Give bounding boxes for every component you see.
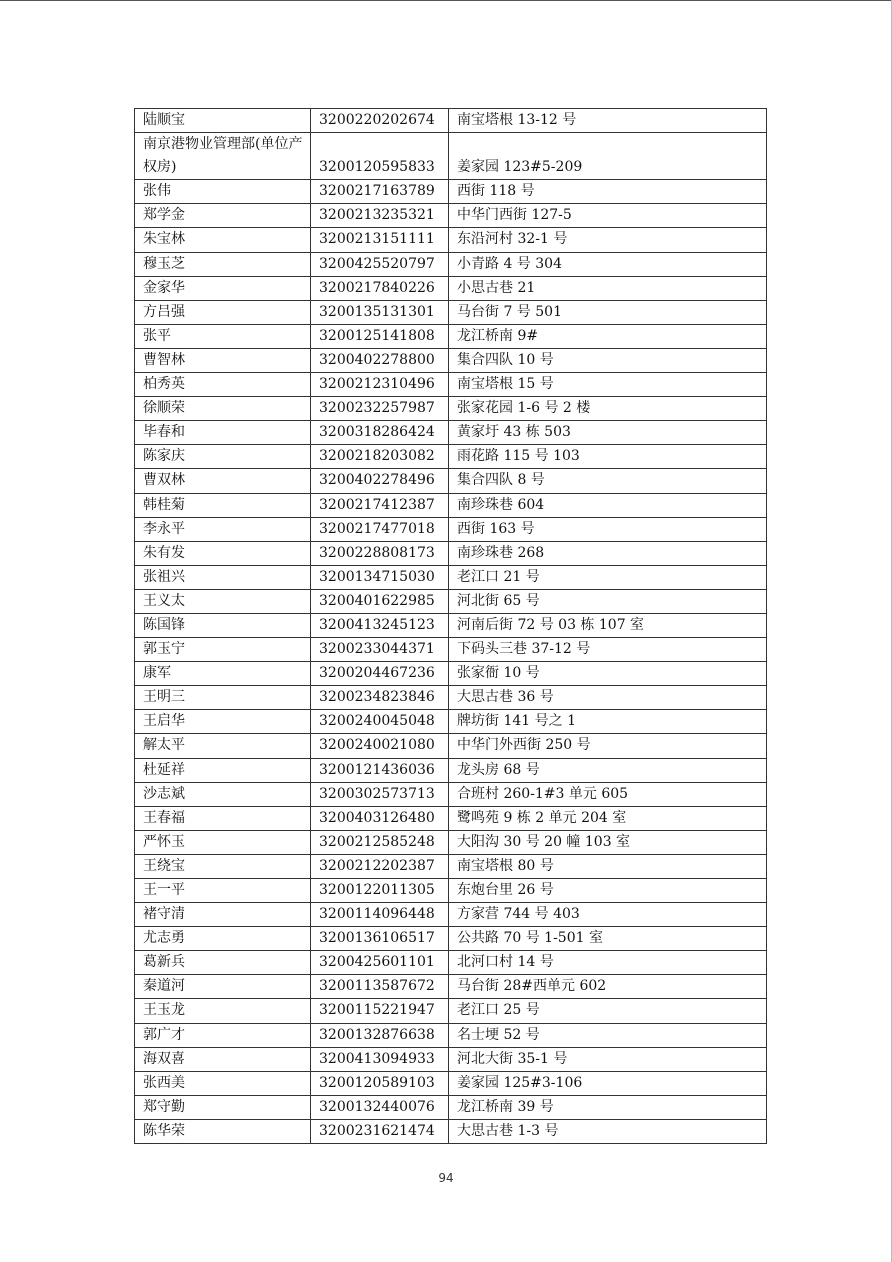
name-cell: 柏秀英 bbox=[135, 373, 311, 397]
name-cell: 朱宝林 bbox=[135, 228, 311, 252]
table-row bbox=[135, 565, 767, 589]
name-cell: 秦道河 bbox=[135, 975, 311, 999]
name-cell: 张伟 bbox=[135, 180, 311, 204]
table-row bbox=[135, 854, 767, 878]
account-number-cell: 3200113587672 bbox=[311, 975, 449, 999]
account-number-cell: 3200212202387 bbox=[311, 854, 449, 878]
name-cell: 康军 bbox=[135, 662, 311, 686]
account-number-cell: 3200425520797 bbox=[311, 252, 449, 276]
name-cell: 陈家庆 bbox=[135, 445, 311, 469]
table-row bbox=[135, 397, 767, 421]
table-row bbox=[135, 782, 767, 806]
name-cell: 王绕宝 bbox=[135, 854, 311, 878]
table-row bbox=[135, 445, 767, 469]
name-cell: 曹智林 bbox=[135, 348, 311, 372]
records-table-body bbox=[135, 109, 767, 1144]
account-number-cell: 3200204467236 bbox=[311, 662, 449, 686]
table-row bbox=[135, 879, 767, 903]
name-cell: 沙志斌 bbox=[135, 782, 311, 806]
address-cell: 牌坊街 141 号之 1 bbox=[449, 710, 767, 734]
table-row bbox=[135, 830, 767, 854]
address-cell: 集合四队 10 号 bbox=[449, 348, 767, 372]
address-cell: 马台街 28#西单元 602 bbox=[449, 975, 767, 999]
account-number-cell: 3200220202674 bbox=[311, 109, 449, 133]
address-cell: 西街 163 号 bbox=[449, 517, 767, 541]
name-cell: 海双喜 bbox=[135, 1047, 311, 1071]
table-row bbox=[135, 758, 767, 782]
account-number-cell: 3200213151111 bbox=[311, 228, 449, 252]
name-cell: 王玉龙 bbox=[135, 999, 311, 1023]
name-cell: 曹双林 bbox=[135, 469, 311, 493]
address-cell: 中华门西街 127-5 bbox=[449, 204, 767, 228]
table-row bbox=[135, 1095, 767, 1119]
table-row bbox=[135, 927, 767, 951]
account-number-cell: 3200302573713 bbox=[311, 782, 449, 806]
name-cell: 郭玉宁 bbox=[135, 638, 311, 662]
address-cell: 南珍珠巷 604 bbox=[449, 493, 767, 517]
address-cell: 下码头三巷 37-12 号 bbox=[449, 638, 767, 662]
table-row bbox=[135, 252, 767, 276]
address-cell: 东炮台里 26 号 bbox=[449, 879, 767, 903]
name-cell: 王明三 bbox=[135, 686, 311, 710]
address-cell: 龙江桥南 39 号 bbox=[449, 1095, 767, 1119]
account-number-cell: 3200240045048 bbox=[311, 710, 449, 734]
address-cell: 北河口村 14 号 bbox=[449, 951, 767, 975]
address-cell: 河北大街 35-1 号 bbox=[449, 1047, 767, 1071]
account-number-cell: 3200218203082 bbox=[311, 445, 449, 469]
name-cell: 朱有发 bbox=[135, 541, 311, 565]
account-number-cell: 3200228808173 bbox=[311, 541, 449, 565]
address-cell: 龙头房 68 号 bbox=[449, 758, 767, 782]
table-row bbox=[135, 180, 767, 204]
account-number-cell: 3200240021080 bbox=[311, 734, 449, 758]
table-row bbox=[135, 638, 767, 662]
address-cell: 姜家园 123#5-209 bbox=[449, 133, 767, 180]
table-row bbox=[135, 613, 767, 637]
table-row bbox=[135, 348, 767, 372]
address-cell: 老江口 25 号 bbox=[449, 999, 767, 1023]
account-number-cell: 3200120595833 bbox=[311, 133, 449, 180]
address-cell: 合班村 260-1#3 单元 605 bbox=[449, 782, 767, 806]
table-row bbox=[135, 1047, 767, 1071]
name-cell: 陈华荣 bbox=[135, 1119, 311, 1143]
account-number-cell: 3200231621474 bbox=[311, 1119, 449, 1143]
table-row bbox=[135, 589, 767, 613]
address-cell: 雨花路 115 号 103 bbox=[449, 445, 767, 469]
address-cell: 张家衙 10 号 bbox=[449, 662, 767, 686]
table-row bbox=[135, 517, 767, 541]
address-cell: 南珍珠巷 268 bbox=[449, 541, 767, 565]
name-cell: 张西美 bbox=[135, 1071, 311, 1095]
account-number-cell: 3200134715030 bbox=[311, 565, 449, 589]
name-cell: 严怀玉 bbox=[135, 830, 311, 854]
account-number-cell: 3200213235321 bbox=[311, 204, 449, 228]
table-row bbox=[135, 228, 767, 252]
name-cell: 李永平 bbox=[135, 517, 311, 541]
name-cell: 王一平 bbox=[135, 879, 311, 903]
account-number-cell: 3200413245123 bbox=[311, 613, 449, 637]
account-number-cell: 3200403126480 bbox=[311, 806, 449, 830]
top-border-line bbox=[0, 0, 892, 1]
name-cell: 毕春和 bbox=[135, 421, 311, 445]
table-row bbox=[135, 1023, 767, 1047]
name-cell: 杜延祥 bbox=[135, 758, 311, 782]
table-row bbox=[135, 204, 767, 228]
account-number-cell: 3200121436036 bbox=[311, 758, 449, 782]
name-cell: 穆玉芝 bbox=[135, 252, 311, 276]
name-cell: 尤志勇 bbox=[135, 927, 311, 951]
name-cell: 张平 bbox=[135, 324, 311, 348]
name-cell: 解太平 bbox=[135, 734, 311, 758]
name-cell: 韩桂菊 bbox=[135, 493, 311, 517]
table-row bbox=[135, 662, 767, 686]
account-number-cell: 3200233044371 bbox=[311, 638, 449, 662]
table-row bbox=[135, 133, 767, 180]
table-row bbox=[135, 999, 767, 1023]
address-cell: 马台街 7 号 501 bbox=[449, 300, 767, 324]
name-cell: 陈国锋 bbox=[135, 613, 311, 637]
address-cell: 小思古巷 21 bbox=[449, 276, 767, 300]
table-row bbox=[135, 469, 767, 493]
table-row bbox=[135, 300, 767, 324]
page-number: 94 bbox=[438, 1171, 454, 1185]
name-cell: 南京港物业管理部(单位产权房) bbox=[135, 133, 311, 180]
address-cell: 大思古巷 36 号 bbox=[449, 686, 767, 710]
account-number-cell: 3200217840226 bbox=[311, 276, 449, 300]
address-cell: 张家花园 1-6 号 2 楼 bbox=[449, 397, 767, 421]
account-number-cell: 3200318286424 bbox=[311, 421, 449, 445]
account-number-cell: 3200402278496 bbox=[311, 469, 449, 493]
table-row bbox=[135, 421, 767, 445]
account-number-cell: 3200125141808 bbox=[311, 324, 449, 348]
name-cell: 郑守勤 bbox=[135, 1095, 311, 1119]
name-cell: 王义太 bbox=[135, 589, 311, 613]
table-row bbox=[135, 734, 767, 758]
address-cell: 河北街 65 号 bbox=[449, 589, 767, 613]
address-cell: 东沿河村 32-1 号 bbox=[449, 228, 767, 252]
name-cell: 张祖兴 bbox=[135, 565, 311, 589]
account-number-cell: 3200234823846 bbox=[311, 686, 449, 710]
records-table bbox=[134, 108, 767, 1144]
address-cell: 鹭鸣苑 9 栋 2 单元 204 室 bbox=[449, 806, 767, 830]
address-cell: 公共路 70 号 1-501 室 bbox=[449, 927, 767, 951]
table-row bbox=[135, 951, 767, 975]
table-row bbox=[135, 493, 767, 517]
table-row bbox=[135, 1119, 767, 1143]
name-cell: 王启华 bbox=[135, 710, 311, 734]
address-cell: 河南后街 72 号 03 栋 107 室 bbox=[449, 613, 767, 637]
table-row bbox=[135, 686, 767, 710]
table-row bbox=[135, 109, 767, 133]
address-cell: 大阳沟 30 号 20 幢 103 室 bbox=[449, 830, 767, 854]
name-cell: 方吕强 bbox=[135, 300, 311, 324]
account-number-cell: 3200132876638 bbox=[311, 1023, 449, 1047]
account-number-cell: 3200217163789 bbox=[311, 180, 449, 204]
account-number-cell: 3200120589103 bbox=[311, 1071, 449, 1095]
table-row bbox=[135, 276, 767, 300]
table-row bbox=[135, 324, 767, 348]
address-cell: 南宝塔根 13-12 号 bbox=[449, 109, 767, 133]
address-cell: 老江口 21 号 bbox=[449, 565, 767, 589]
account-number-cell: 3200135131301 bbox=[311, 300, 449, 324]
account-number-cell: 3200115221947 bbox=[311, 999, 449, 1023]
account-number-cell: 3200132440076 bbox=[311, 1095, 449, 1119]
account-number-cell: 3200217412387 bbox=[311, 493, 449, 517]
table-row bbox=[135, 541, 767, 565]
account-number-cell: 3200232257987 bbox=[311, 397, 449, 421]
address-cell: 名士埂 52 号 bbox=[449, 1023, 767, 1047]
name-cell: 金家华 bbox=[135, 276, 311, 300]
name-cell: 徐顺荣 bbox=[135, 397, 311, 421]
account-number-cell: 3200136106517 bbox=[311, 927, 449, 951]
name-cell: 陆顺宝 bbox=[135, 109, 311, 133]
table-row bbox=[135, 975, 767, 999]
account-number-cell: 3200122011305 bbox=[311, 879, 449, 903]
account-number-cell: 3200401622985 bbox=[311, 589, 449, 613]
table-row bbox=[135, 806, 767, 830]
name-cell: 郑学金 bbox=[135, 204, 311, 228]
account-number-cell: 3200114096448 bbox=[311, 903, 449, 927]
address-cell: 西街 118 号 bbox=[449, 180, 767, 204]
account-number-cell: 3200413094933 bbox=[311, 1047, 449, 1071]
table-row bbox=[135, 710, 767, 734]
address-cell: 黄家圩 43 栋 503 bbox=[449, 421, 767, 445]
table-row bbox=[135, 903, 767, 927]
name-cell: 褚守清 bbox=[135, 903, 311, 927]
address-cell: 大思古巷 1-3 号 bbox=[449, 1119, 767, 1143]
address-cell: 姜家园 125#3-106 bbox=[449, 1071, 767, 1095]
account-number-cell: 3200425601101 bbox=[311, 951, 449, 975]
table-row bbox=[135, 1071, 767, 1095]
address-cell: 中华门外西街 250 号 bbox=[449, 734, 767, 758]
name-cell: 葛新兵 bbox=[135, 951, 311, 975]
address-cell: 南宝塔根 15 号 bbox=[449, 373, 767, 397]
name-cell: 郭广才 bbox=[135, 1023, 311, 1047]
address-cell: 南宝塔根 80 号 bbox=[449, 854, 767, 878]
address-cell: 龙江桥南 9# bbox=[449, 324, 767, 348]
address-cell: 小青路 4 号 304 bbox=[449, 252, 767, 276]
account-number-cell: 3200217477018 bbox=[311, 517, 449, 541]
account-number-cell: 3200212585248 bbox=[311, 830, 449, 854]
table-row bbox=[135, 373, 767, 397]
account-number-cell: 3200212310496 bbox=[311, 373, 449, 397]
account-number-cell: 3200402278800 bbox=[311, 348, 449, 372]
address-cell: 方家营 744 号 403 bbox=[449, 903, 767, 927]
name-cell: 王春福 bbox=[135, 806, 311, 830]
address-cell: 集合四队 8 号 bbox=[449, 469, 767, 493]
